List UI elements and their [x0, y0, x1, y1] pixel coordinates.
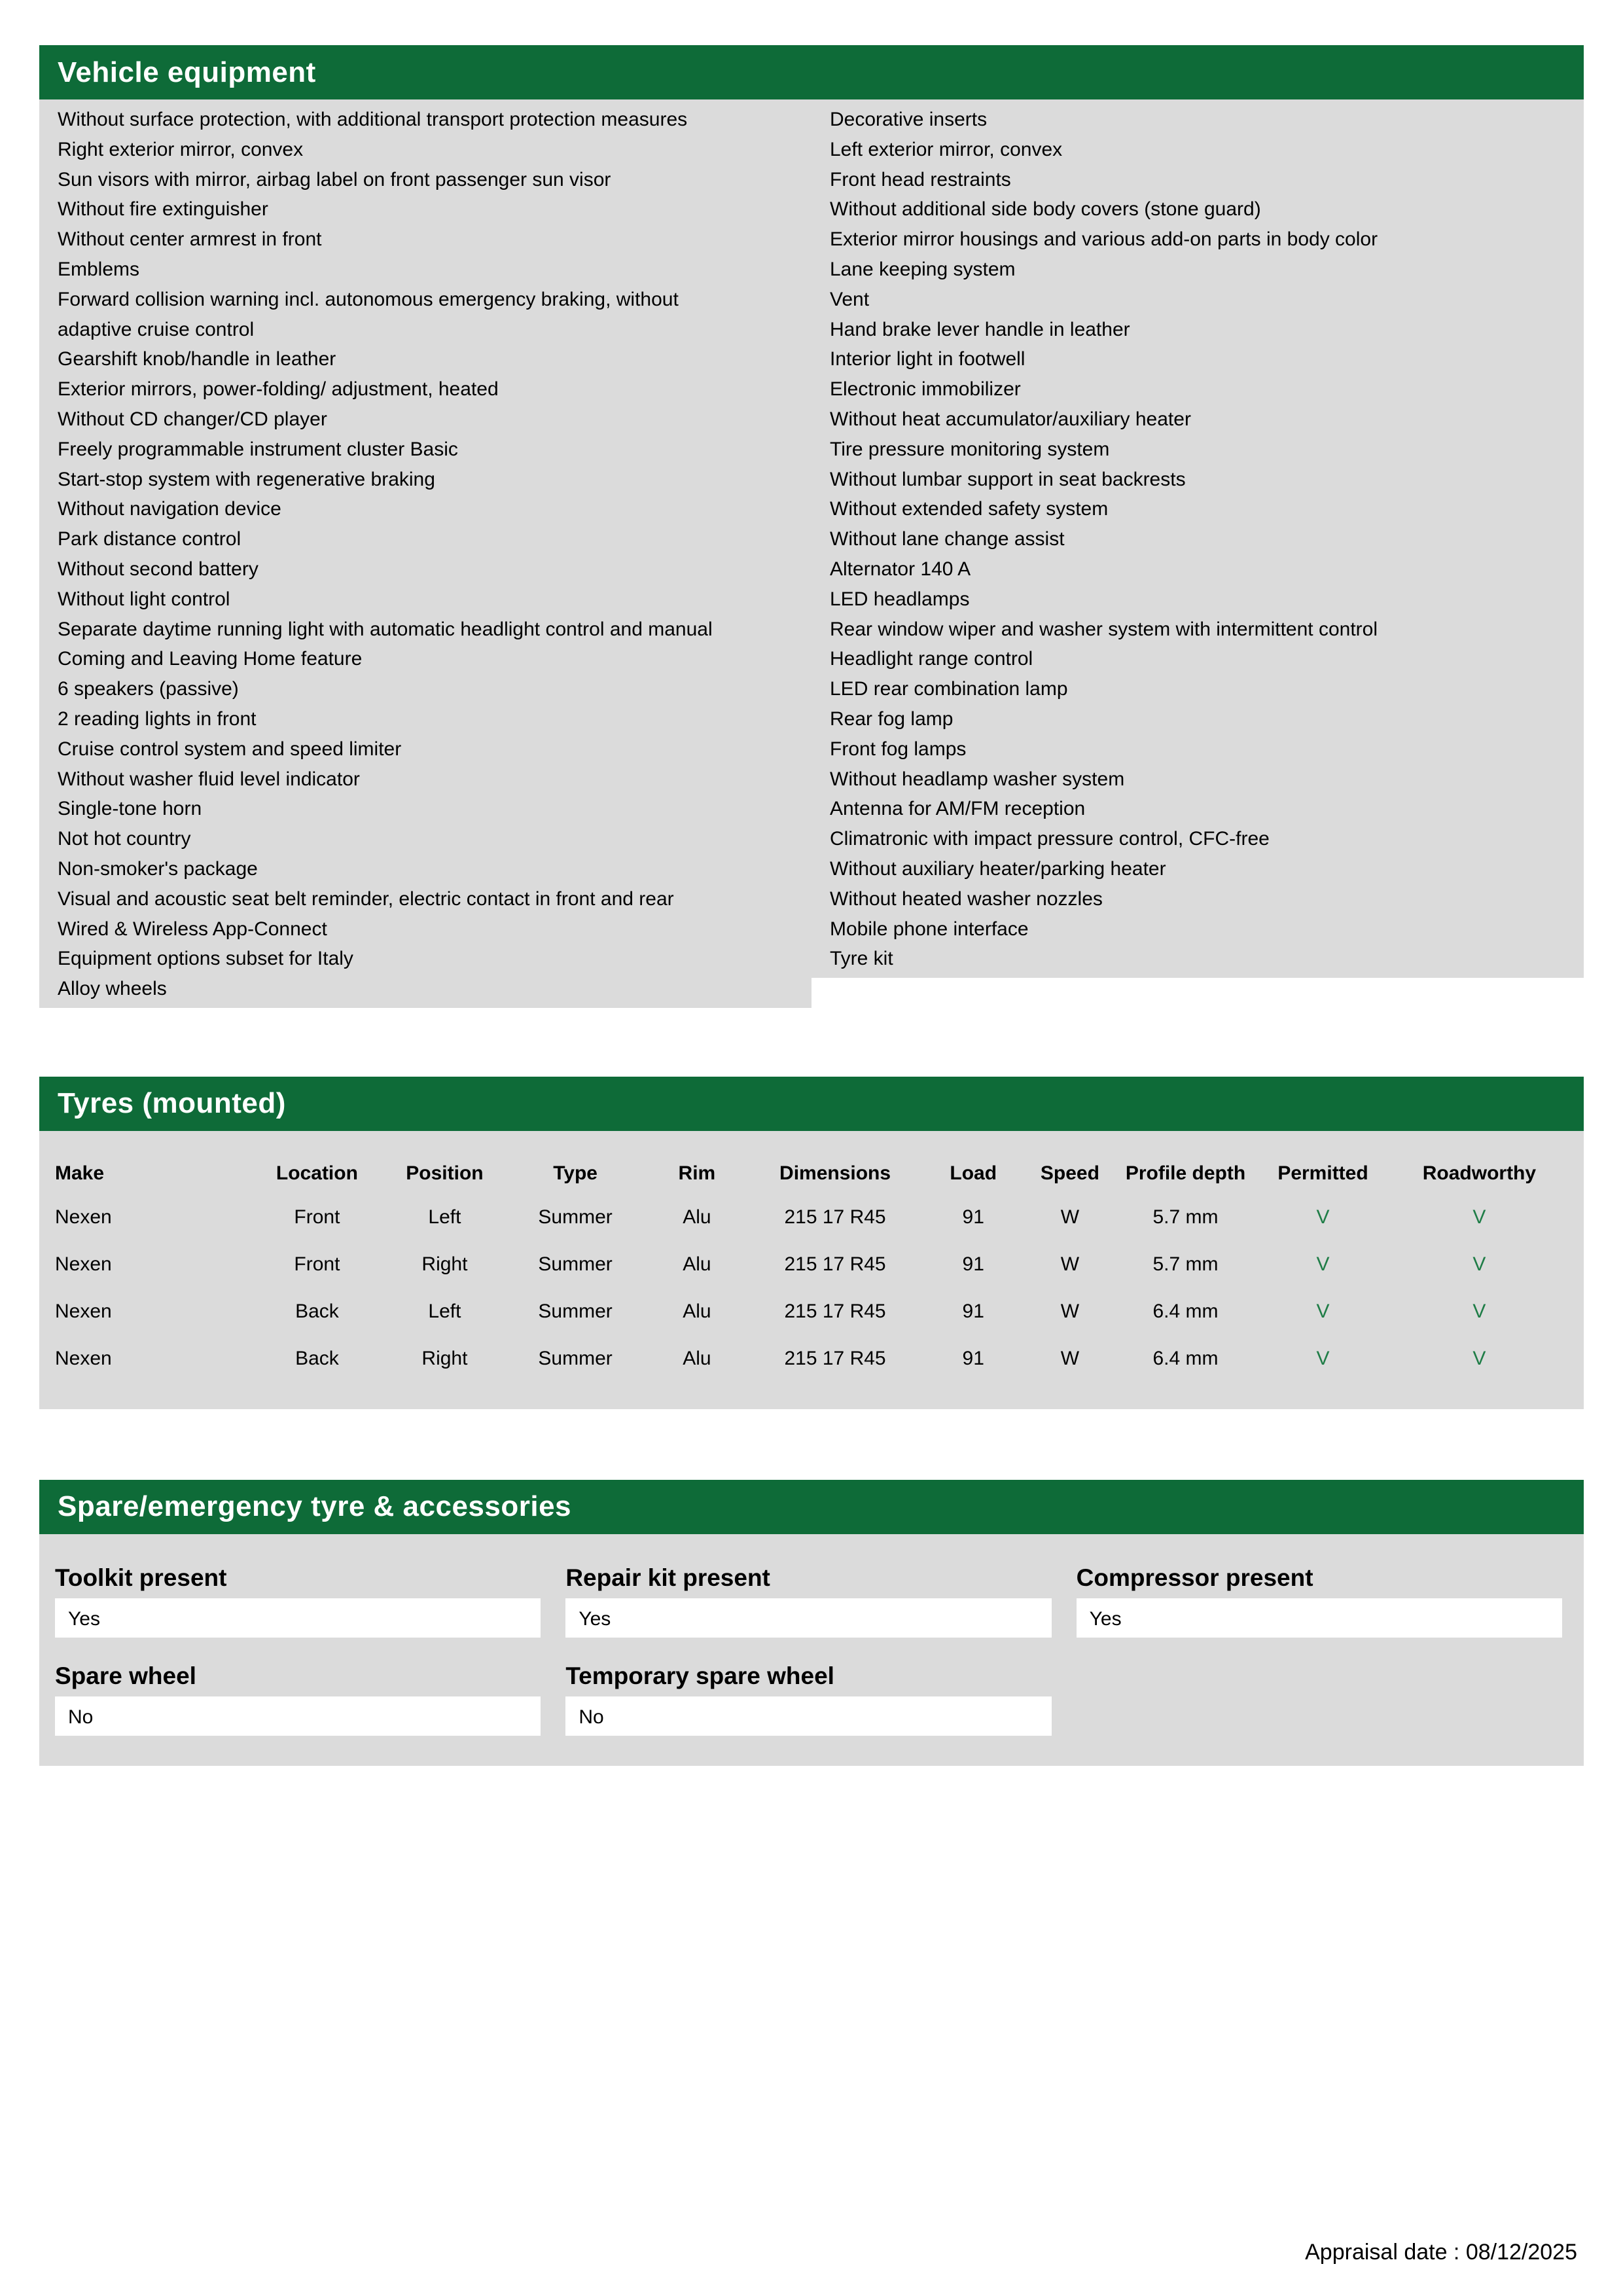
- tyre-row: [55, 1288, 1565, 1335]
- equipment-item: Without second battery: [58, 558, 259, 580]
- equipment-item: Sun visors with mirror, airbag label on front passenger sun visor: [58, 168, 611, 190]
- spare-field-value: No: [55, 1696, 541, 1736]
- equipment-item: Start-stop system with regenerative braking: [58, 468, 435, 490]
- equipment-item: Without headlamp washer system: [830, 768, 1125, 790]
- tyre-cell: Alu: [683, 1347, 711, 1369]
- vehicle-equipment-title: Vehicle equipment: [58, 56, 316, 88]
- section-tyres-mounted: [39, 1077, 1584, 1409]
- tyres-column-header: Profile depth: [1125, 1162, 1246, 1184]
- tyre-cell: 91: [962, 1347, 984, 1369]
- equipment-item: Without surface protection, with additional transport protection measures: [58, 109, 688, 130]
- tyres-table-panel: [39, 1131, 1584, 1409]
- equipment-item: Without additional side body covers (stone guard): [830, 198, 1261, 221]
- tyre-cell: 91: [962, 1253, 984, 1275]
- tyre-check-mark: V: [1472, 1300, 1486, 1322]
- tyre-cell: 6.4 mm: [1152, 1347, 1219, 1369]
- spare-field: [565, 1661, 1051, 1736]
- equipment-item: Without washer fluid level indicator: [58, 768, 360, 790]
- equipment-item: Headlight range control: [830, 648, 1033, 670]
- spare-field-value: Yes: [565, 1598, 1051, 1638]
- equipment-item: Hand brake lever handle in leather: [830, 318, 1130, 340]
- vehicle-equipment-header-bar: [39, 45, 1584, 99]
- spare-field-value: Yes: [55, 1598, 541, 1638]
- spare-field: [565, 1563, 1051, 1638]
- tyres-header-row: [55, 1157, 1565, 1194]
- tyres-column-header: Speed: [1040, 1162, 1099, 1184]
- equipment-item: Freely programmable instrument cluster Basic: [58, 438, 458, 460]
- tyre-cell: Summer: [538, 1347, 613, 1369]
- tyres-table-header: [55, 1157, 1565, 1194]
- equipment-list-right: [812, 99, 1584, 978]
- equipment-item: Emblems: [58, 258, 140, 280]
- tyre-cell: 215 17 R45: [784, 1206, 886, 1228]
- equipment-item: LED headlamps: [830, 588, 970, 610]
- equipment-item: Cruise control system and speed limiter: [58, 738, 402, 760]
- equipment-item: Single-tone horn: [58, 798, 202, 820]
- equipment-item: Non-smoker's package: [58, 857, 258, 880]
- tyre-cell: 91: [962, 1300, 984, 1322]
- spare-header-bar: [39, 1480, 1584, 1534]
- tyre-check-mark: V: [1472, 1206, 1486, 1228]
- tyre-row: [55, 1241, 1565, 1288]
- tyres-column-header: Permitted: [1277, 1162, 1368, 1184]
- tyre-cell: Nexen: [55, 1300, 112, 1322]
- spare-field-label: Compressor present: [1076, 1564, 1313, 1591]
- section-vehicle-equipment: [39, 45, 1584, 1008]
- equipment-item: 6 speakers (passive): [58, 678, 239, 700]
- equipment-item: Interior light in footwell: [830, 348, 1026, 370]
- tyres-column-header: Roadworthy: [1422, 1162, 1537, 1184]
- equipment-columns: [39, 99, 1584, 1008]
- spare-field: [55, 1661, 541, 1736]
- equipment-item: Alloy wheels: [58, 978, 167, 1000]
- appraisal-date: Appraisal date : 08/12/2025: [1305, 2240, 1577, 2265]
- equipment-item: Not hot country: [58, 828, 191, 850]
- tyre-cell: W: [1060, 1347, 1080, 1369]
- tyre-check-mark: V: [1316, 1253, 1330, 1275]
- tyre-cell: W: [1060, 1300, 1080, 1322]
- tyre-row: [55, 1335, 1565, 1382]
- spare-title: Spare/emergency tyre & accessories: [58, 1490, 572, 1523]
- section-spare-accessories: [39, 1480, 1584, 1766]
- spare-fields-grid: [55, 1563, 1562, 1736]
- equipment-list-left: [39, 99, 812, 1008]
- equipment-item: Alternator 140 A: [830, 558, 971, 580]
- tyre-cell: Nexen: [55, 1206, 112, 1228]
- equipment-item: Without CD changer/CD player: [58, 408, 327, 430]
- equipment-item: Without lane change assist: [830, 528, 1065, 550]
- tyre-cell: 215 17 R45: [784, 1347, 886, 1369]
- tyre-cell: Nexen: [55, 1347, 112, 1369]
- equipment-item: Without heated washer nozzles: [830, 888, 1103, 910]
- spare-field-label: Repair kit present: [565, 1564, 770, 1591]
- tyre-cell: Left: [428, 1206, 461, 1228]
- tyre-cell: Alu: [683, 1206, 711, 1228]
- tyre-cell: Summer: [538, 1253, 613, 1275]
- tyre-cell: 5.7 mm: [1152, 1253, 1219, 1275]
- spare-field-label: Temporary spare wheel: [565, 1662, 834, 1689]
- equipment-item: Antenna for AM/FM reception: [830, 798, 1086, 820]
- tyres-column-header: Make: [55, 1162, 105, 1184]
- equipment-item: Right exterior mirror, convex: [58, 138, 304, 160]
- equipment-item: Left exterior mirror, convex: [830, 138, 1063, 160]
- spare-field: [55, 1563, 541, 1638]
- equipment-item: Rear fog lamp: [830, 708, 954, 730]
- tyre-cell: Front: [294, 1253, 340, 1275]
- equipment-item: Tire pressure monitoring system: [830, 438, 1110, 460]
- spare-field-value: Yes: [1077, 1598, 1562, 1638]
- equipment-item: Equipment options subset for Italy: [58, 948, 353, 970]
- tyres-column-header: Load: [950, 1162, 997, 1184]
- tyre-row: [55, 1194, 1565, 1241]
- equipment-item: Electronic immobilizer: [830, 378, 1021, 401]
- tyres-header-bar: [39, 1077, 1584, 1131]
- tyre-cell: Right: [421, 1253, 468, 1275]
- equipment-item: adaptive cruise control: [58, 318, 255, 340]
- equipment-item: Without heat accumulator/auxiliary heater: [830, 408, 1191, 430]
- tyre-cell: W: [1060, 1253, 1080, 1275]
- tyres-column-header: Dimensions: [779, 1162, 891, 1184]
- equipment-item: Coming and Leaving Home feature: [58, 648, 363, 670]
- tyre-cell: 91: [962, 1206, 984, 1228]
- tyre-cell: Back: [295, 1347, 339, 1369]
- tyre-cell: Left: [428, 1300, 461, 1322]
- equipment-item: Lane keeping system: [830, 258, 1016, 280]
- spare-field-label: Spare wheel: [55, 1662, 196, 1689]
- tyre-cell: 215 17 R45: [784, 1300, 886, 1322]
- tyres-table-body: [55, 1194, 1565, 1382]
- tyre-check-mark: V: [1316, 1347, 1330, 1369]
- equipment-item: Park distance control: [58, 528, 241, 550]
- tyre-cell: Right: [421, 1347, 468, 1369]
- equipment-item: LED rear combination lamp: [830, 678, 1068, 700]
- tyre-cell: Summer: [538, 1206, 613, 1228]
- tyre-cell: Summer: [538, 1300, 613, 1322]
- tyre-check-mark: V: [1472, 1253, 1486, 1275]
- equipment-item: Wired & Wireless App-Connect: [58, 918, 327, 940]
- tyre-cell: 215 17 R45: [784, 1253, 886, 1275]
- tyre-check-mark: V: [1472, 1347, 1486, 1369]
- tyre-cell: Nexen: [55, 1253, 112, 1275]
- tyres-column-header: Location: [276, 1162, 358, 1184]
- equipment-item: Front fog lamps: [830, 738, 967, 760]
- equipment-item: Without navigation device: [58, 498, 281, 520]
- tyres-title: Tyres (mounted): [58, 1087, 286, 1120]
- tyre-cell: 6.4 mm: [1152, 1300, 1219, 1322]
- tyre-check-mark: V: [1316, 1206, 1330, 1228]
- equipment-item: Tyre kit: [830, 948, 893, 970]
- spare-fields-panel: [39, 1534, 1584, 1766]
- equipment-item: Without extended safety system: [830, 498, 1109, 520]
- equipment-item: Climatronic with impact pressure control, CFC-free: [830, 828, 1270, 850]
- tyre-check-mark: V: [1316, 1300, 1330, 1322]
- tyre-cell: Front: [294, 1206, 340, 1228]
- equipment-item: Vent: [830, 288, 870, 310]
- tyre-cell: Back: [295, 1300, 339, 1322]
- equipment-item: Without fire extinguisher: [58, 198, 268, 221]
- tyres-table: [55, 1157, 1565, 1382]
- equipment-item: Separate daytime running light with automatic headlight control and manual: [58, 618, 713, 640]
- equipment-item: Exterior mirror housings and various add-on parts in body color: [830, 228, 1378, 251]
- equipment-item: Gearshift knob/handle in leather: [58, 348, 336, 370]
- tyre-cell: Alu: [683, 1253, 711, 1275]
- equipment-item: Without lumbar support in seat backrests: [830, 468, 1186, 490]
- tyre-cell: Alu: [683, 1300, 711, 1322]
- equipment-item: 2 reading lights in front: [58, 708, 257, 730]
- equipment-item: Rear window wiper and washer system with intermittent control: [830, 618, 1378, 640]
- equipment-item: Mobile phone interface: [830, 918, 1029, 940]
- equipment-item: Forward collision warning incl. autonomous emergency braking, without: [58, 288, 679, 310]
- spare-field-label: Toolkit present: [55, 1564, 227, 1591]
- equipment-item: Exterior mirrors, power-folding/ adjustment, heated: [58, 378, 499, 401]
- tyres-column-header: Rim: [678, 1162, 716, 1184]
- equipment-item: Front head restraints: [830, 168, 1011, 190]
- equipment-item: Without center armrest in front: [58, 228, 322, 251]
- spare-field-value: No: [565, 1696, 1051, 1736]
- equipment-item: Without light control: [58, 588, 230, 610]
- tyre-cell: 5.7 mm: [1152, 1206, 1219, 1228]
- tyre-cell: W: [1060, 1206, 1080, 1228]
- equipment-item: Visual and acoustic seat belt reminder, electric contact in front and rear: [58, 888, 674, 910]
- tyres-column-header: Position: [406, 1162, 484, 1184]
- spare-field: [1077, 1563, 1562, 1638]
- equipment-item: Decorative inserts: [830, 109, 988, 130]
- equipment-item: Without auxiliary heater/parking heater: [830, 857, 1166, 880]
- tyres-column-header: Type: [553, 1162, 597, 1184]
